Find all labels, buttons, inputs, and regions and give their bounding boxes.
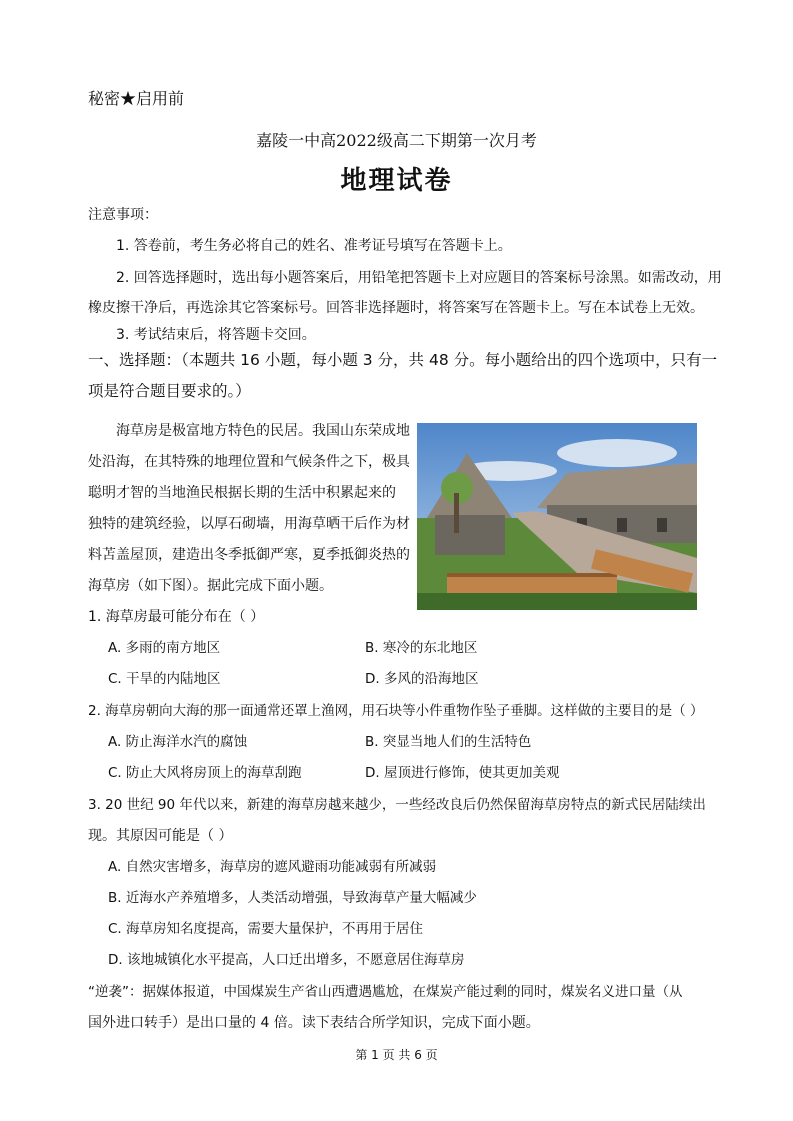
question-1-stem: 1. 海草房最可能分布在（ ） [88,609,265,625]
question-1-option-b: B. 寒冷的东北地区 [365,640,478,656]
question-3-stem-cont: 现。其原因可能是（ ） [88,828,233,844]
question-1-option-c: C. 干旱的内陆地区 [108,671,221,687]
notice-title: 注意事项： [88,207,158,223]
question-3-option-c: C. 海草房知名度提高，需要大量保护，不再用于居住 [108,921,424,937]
page-number: 第 1 页 共 6 页 [355,1048,438,1062]
question-2-option-c: C. 防止大风将房顶上的海草刮跑 [108,765,302,781]
section-title: 一、选择题：（本题共 16 小题，每小题 3 分，共 48 分。每小题给出的四个选项中，只有一 [88,351,718,369]
passage1-line-5: 料苫盖屋顶，建造出冬季抵御严寒，夏季抵御炎热的 [88,547,410,563]
question-2-option-a: A. 防止海洋水汽的腐蚀 [108,734,248,750]
question-2-option-b: B. 突显当地人们的生活特色 [365,734,532,750]
question-3-option-a: A. 自然灾害增多，海草房的遮风避雨功能减弱有所减弱 [108,859,437,875]
page-title: 地理试卷 [340,166,453,196]
notice-item-3: 3. 考试结束后，将答题卡交回。 [116,327,316,343]
passage1-line-2: 处沿海，在其特殊的地理位置和气候条件之下，极具 [88,454,410,470]
passage1-line-4: 独特的建筑经验，以厚石砌墙，用海草晒干后作为材 [88,516,410,532]
section-title-cont: 项是符合题目要求的。） [88,382,251,400]
passage1-line-1: 海草房是极富地方特色的民居。我国山东荣成地 [116,423,410,439]
question-3-option-d: D. 该地城镇化水平提高，人口迁出增多，不愿意居住海草房 [108,952,465,968]
passage1-line-3: 聪明才智的当地渔民根据长期的生活中积累起来的 [88,485,396,501]
passage1-line-6: 海草房（如下图）。据此完成下面小题。 [88,578,333,594]
notice-item-2-cont: 橡皮擦干净后，再选涂其它答案标号。回答非选择题时，将答案写在答题卡上。写在本试卷上无效。 [88,300,704,316]
exam-name: 嘉陵一中高2022级高二下期第一次月考 [256,131,537,150]
confidential-label: 秘密★启用前 [88,89,185,108]
passage2-line-1: “逆袭”：据媒体报道，中国煤炭生产省山西遭遇尴尬，在煤炭产能过剩的同时，煤炭名义进口量（从 [88,984,683,1000]
question-1-option-a: A. 多雨的南方地区 [108,640,221,656]
seaweed-house-photo [417,423,697,610]
notice-item-2: 2. 回答选择题时，选出每小题答案后，用铅笔把答题卡上对应题目的答案标号涂黑。如需改动，用 [116,270,722,286]
question-1-option-d: D. 多风的沿海地区 [365,671,479,687]
notice-item-1: 1. 答卷前，考生务必将自己的姓名、准考证号填写在答题卡上。 [116,238,512,254]
question-3-stem: 3. 20 世纪 90 年代以来，新建的海草房越来越少，一些经改良后仍然保留海草房特点的新式民居陆续出 [88,797,706,813]
question-2-stem: 2. 海草房朝向大海的那一面通常还罩上渔网，用石块等小件重物作坠子垂脚。这样做的主要目的是（ ） [88,703,704,719]
question-2-option-d: D. 屋顶进行修饰，使其更加美观 [365,765,560,781]
passage2-line-2: 国外进口转手）是出口量的 4 倍。读下表结合所学知识，完成下面小题。 [88,1015,540,1031]
question-3-option-b: B. 近海水产养殖增多，人类活动增强，导致海草产量大幅减少 [108,890,477,906]
